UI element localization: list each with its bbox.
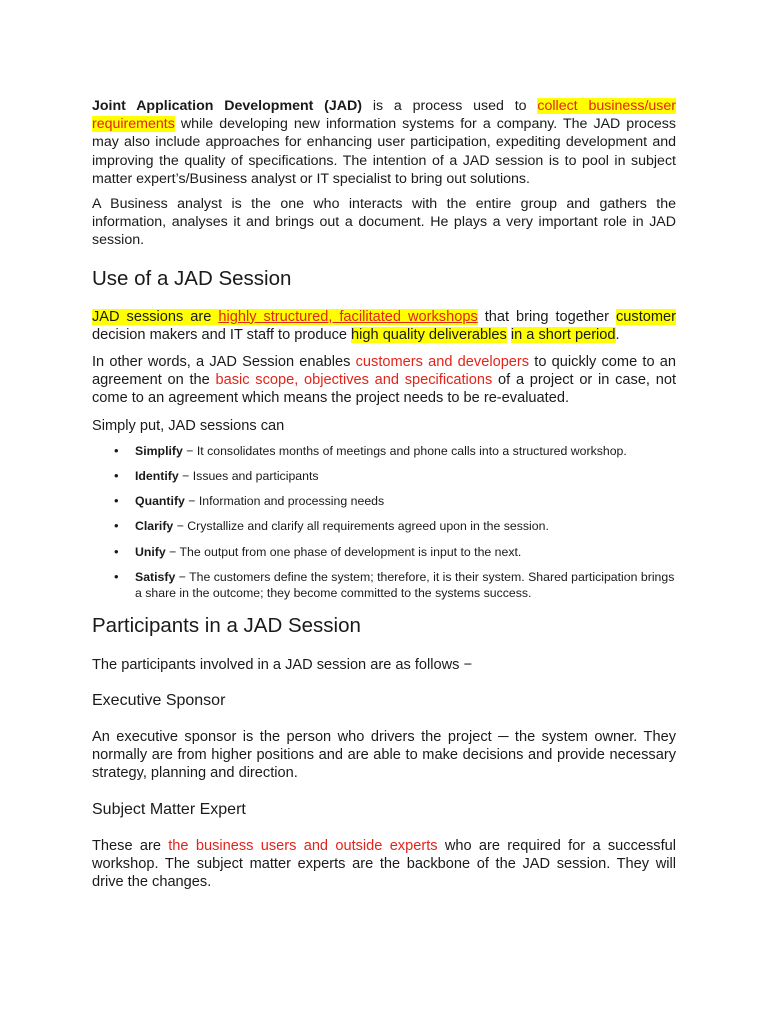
red-customers-developers: customers and developers [355,354,530,371]
list-item [92,493,676,509]
list-item [92,518,676,534]
list-item [92,468,676,484]
highlight-deliverables: high quality deliverables [351,326,507,343]
red-business-users: the business users and outside experts [168,837,438,854]
use2-text-3: of a project or in case, not come to an agreement which means the project needs to be re-evaluated. [92,372,676,407]
jad-term: Joint Application Development (JAD) [92,98,363,114]
document-page [92,97,676,891]
highlight-customer: customer [616,308,677,325]
bullet-term: Simplify [135,443,183,458]
use2-text-2: to quickly come to an agreement on the [92,354,677,389]
highlight-jad-sessions: JAD sessions are [92,308,219,325]
highlight-collect-requirements: collect business/user requirements [92,98,676,133]
intro-paragraph-2: A Business analyst is the one who interacts with the entire group and gathers the information, analyses it and brings out a document. He plays a very important role in JAD session. [92,196,676,249]
subject-matter-expert-paragraph [92,837,676,892]
bullet-term: Unify [135,544,166,559]
use-paragraph-2 [92,353,676,408]
heading-executive-sponsor: Executive Sponsor [92,691,226,709]
use-paragraph-3: Simply put, JAD sessions can [92,417,285,434]
bullet-term: Clarify [135,519,174,534]
bullet-term: Quantify [135,494,185,509]
list-item [92,544,676,560]
list-item [92,569,676,601]
red-scope-objectives: basic scope, objectives and specifications [215,372,493,389]
highlight-structured-workshops: highly structured, facilitated workshops [218,308,478,325]
heading-use-of-jad: Use of a JAD Session [92,266,292,290]
intro-text: is a process used to [362,98,538,114]
sme-text-1: These are [92,837,169,854]
use-text-2: decision makers and IT staff to produce [92,326,352,343]
use-text-4: . [615,326,620,343]
bullet-text: − Crystallize and clarify all requirements agreed upon in the session. [173,519,549,534]
bullet-text: − Information and processing needs [184,494,385,509]
heading-subject-matter-expert: Subject Matter Expert [92,800,246,818]
bullet-term: Satisfy [135,569,176,584]
bullet-text: − The output from one phase of development is input to the next. [165,544,522,559]
use-text-1: that bring together [477,308,616,325]
participants-intro: The participants involved in a JAD session are as follows − [92,656,473,673]
executive-sponsor-paragraph: An executive sponsor is the person who drivers the project ─ the system owner. They normally are from higher positions and are able to make decisions and provide necessary strategy, planning and direction. [92,728,676,782]
sme-text-2: who are required for a successful workshop. The subject matter experts are the backbone of the JAD session. They will drive the changes. [92,837,677,890]
use2-text-1: In other words, a JAD Session enables [92,354,356,371]
bullet-term: Identify [135,469,179,484]
highlight-short-period: in a short period [510,326,616,343]
bullet-text: − Issues and participants [178,469,319,484]
bullet-text: − The customers define the system; therefore, it is their system. Shared participation brings a share in the outcome; they become committed to the systems success. [135,569,675,600]
bullet-text: − It consolidates months of meetings and phone calls into a structured workshop. [182,443,627,458]
use-paragraph-1 [92,308,676,344]
intro-text-rest: while developing new information systems for a company. The JAD process may also include approaches for enhancing user participation, expediting development and improving the quality of specifications. The intention of a JAD session is to pool in subject matter expert’s/Business analyst or IT specialist to bring out solutions. [92,116,676,187]
jad-benefits-list [92,443,676,601]
intro-paragraph-1 [92,97,676,188]
heading-participants: Participants in a JAD Session [92,613,361,637]
list-item [92,443,676,459]
